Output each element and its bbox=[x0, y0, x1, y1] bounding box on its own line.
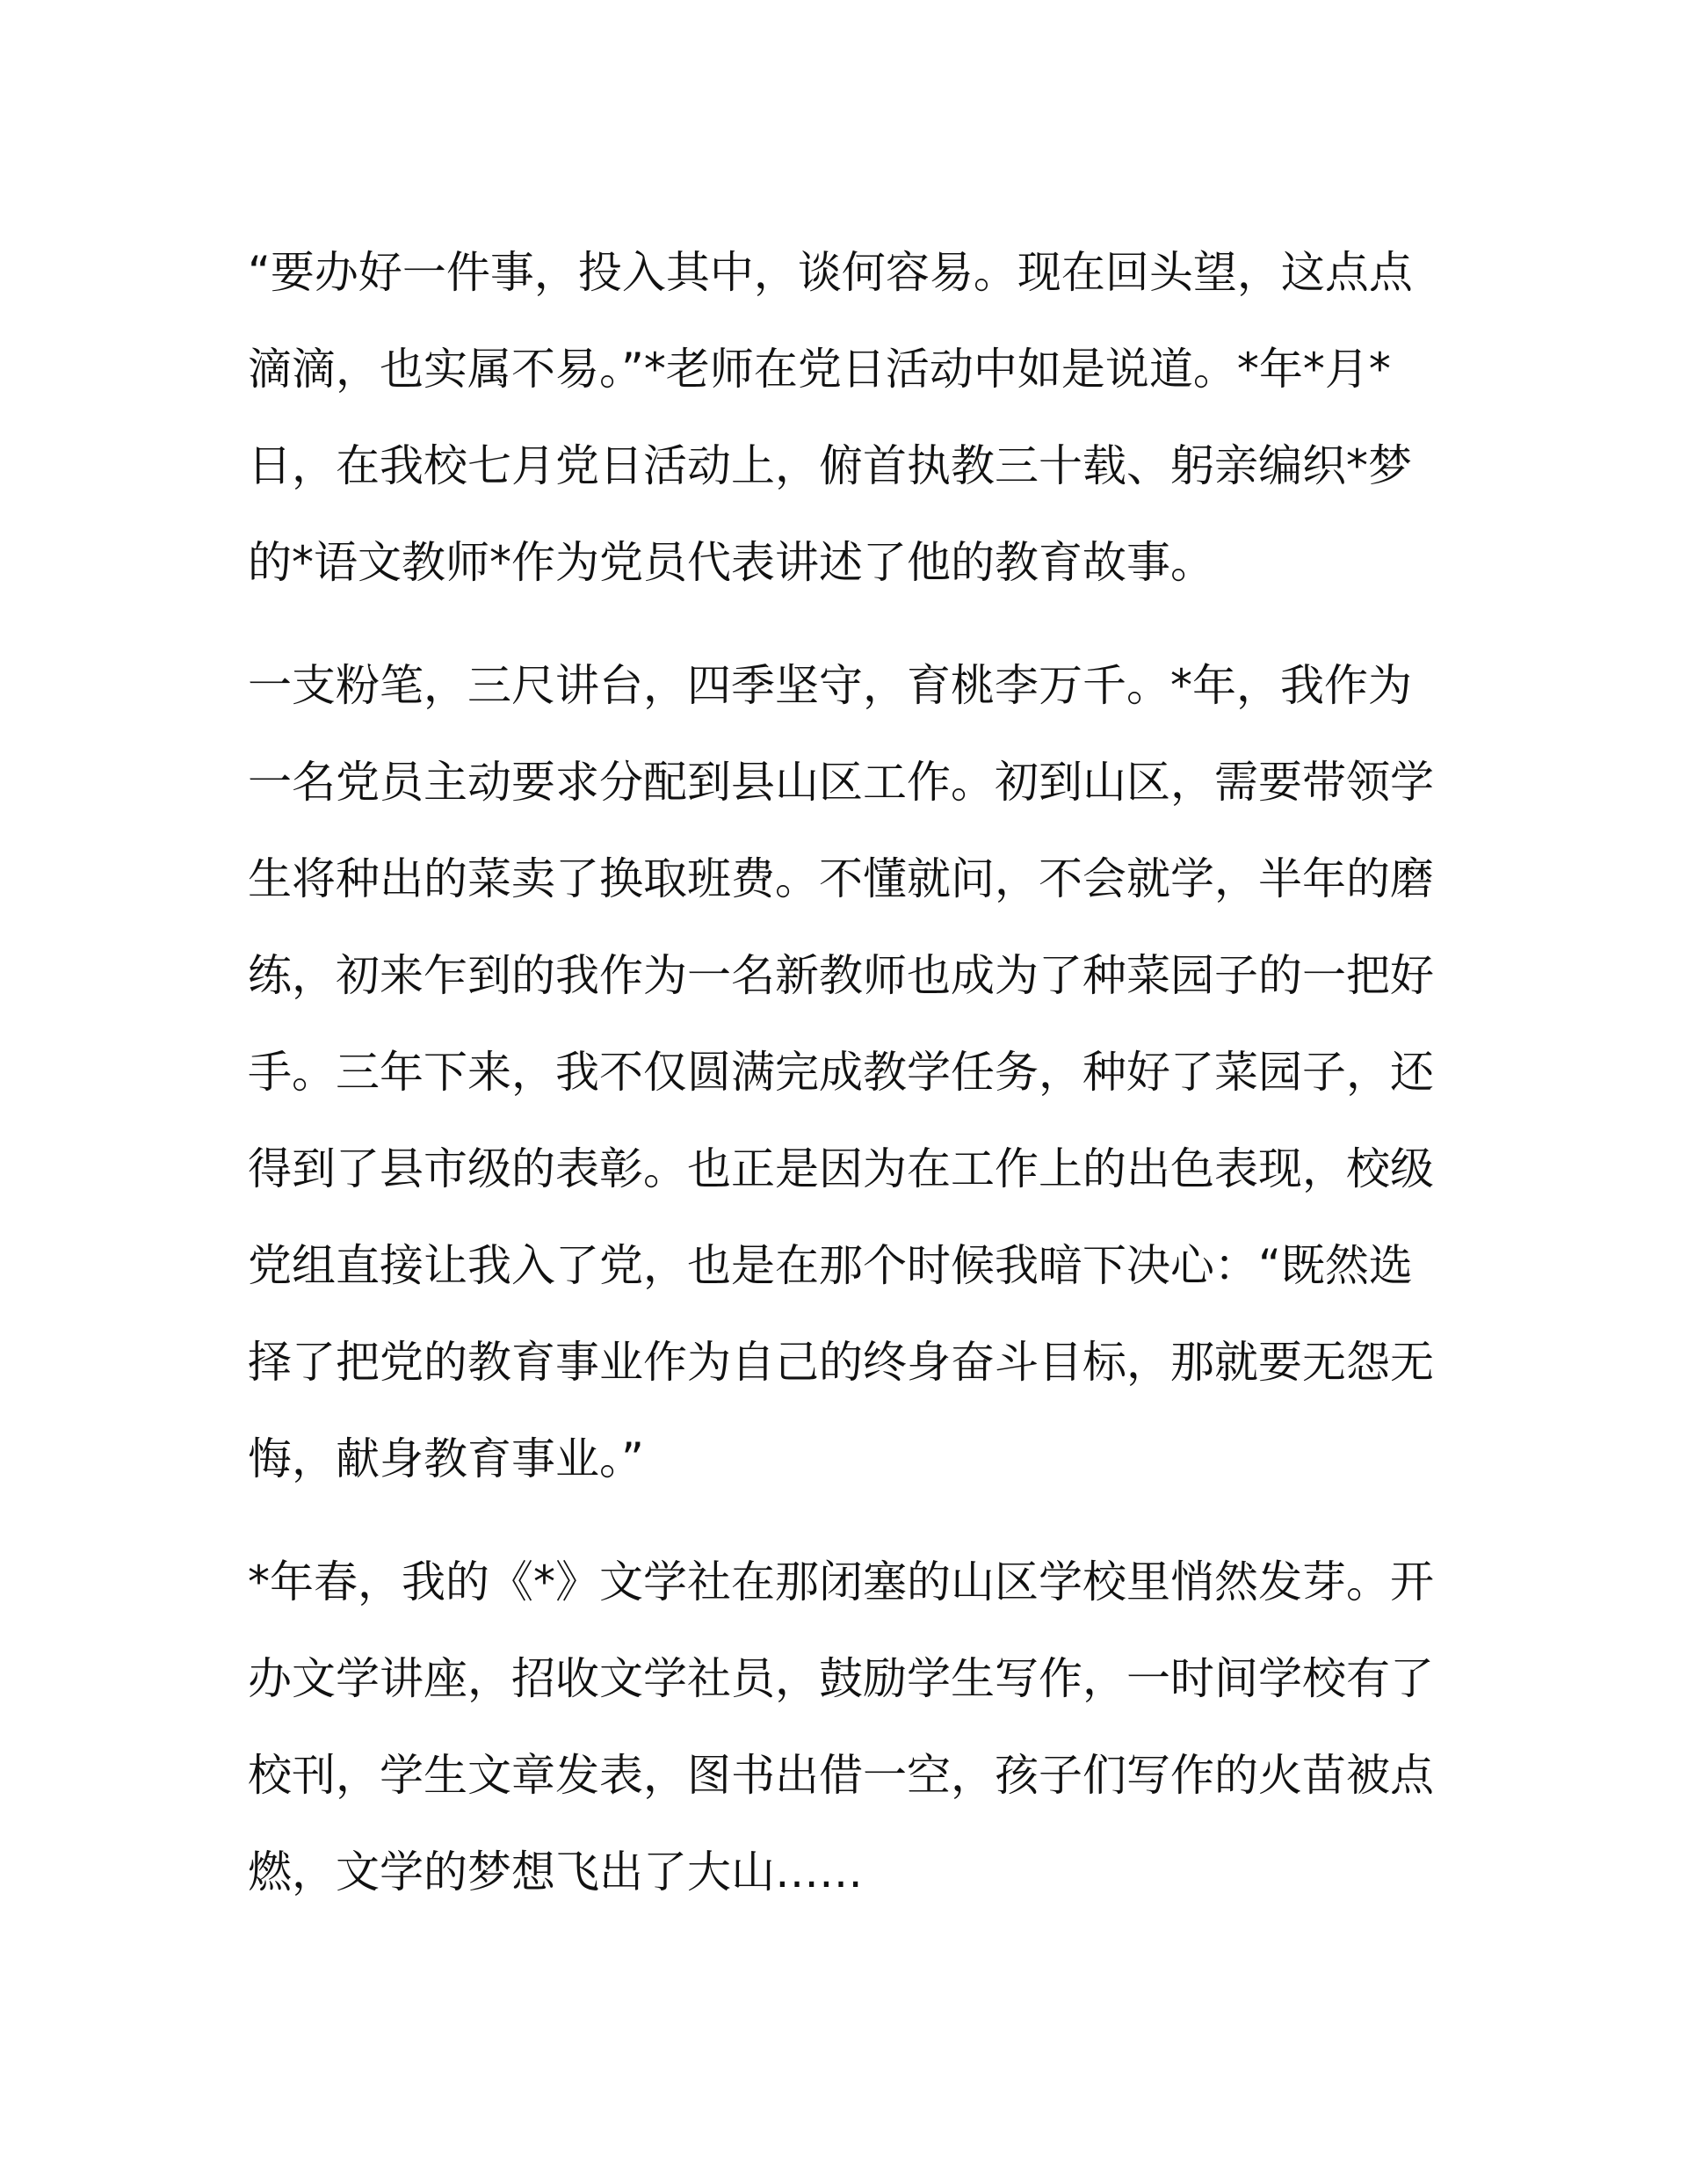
paragraph-3: *年春，我的《*》文学社在那闭塞的山区学校里悄然发芽。开 办文学讲座，招收文学社员，鼓励学生写作，一时间学校有了 校刊，学生文章发表，图书出借一空，孩子们写作的火苗被点 燃，文学的梦想飞出了大山…… bbox=[248, 1556, 1434, 1897]
document-body bbox=[248, 224, 1443, 1947]
paragraph-2: 一支粉笔，三尺讲台，四季坚守，育桃李万千。*年，我作为 一名党员主动要求分配到县山区工作。初到山区，需要带领学 生将种出的菜卖了换取班费。不懂就问，不会就学，半年的磨 练，初来乍到的我作为一名新教师也成为了种菜园子的一把好 手。三年下来，我不仅圆满完成教学任务，种好了菜园子，还 得到了县市级的表彰。也正是因为在工作上的出色表现，校级 党组直接让我入了党，也是在那个时候我暗下决心：“既然选 择了把党的教育事业作为自己的终身奋斗目标，那就要无怨无 悔，献身教育事业。” bbox=[248, 660, 1434, 1484]
paragraph-1: “要办好一件事，投入其中，谈何容易。现在回头望，这点点 滴滴，也实属不易。”*老师在党日活动中如是说道。*年*月* 日，在我校七月党日活动上，俯首执教三十载、躬亲编织*梦 的*语文教师*作为党员代表讲述了他的教育故事。 bbox=[248, 247, 1413, 588]
